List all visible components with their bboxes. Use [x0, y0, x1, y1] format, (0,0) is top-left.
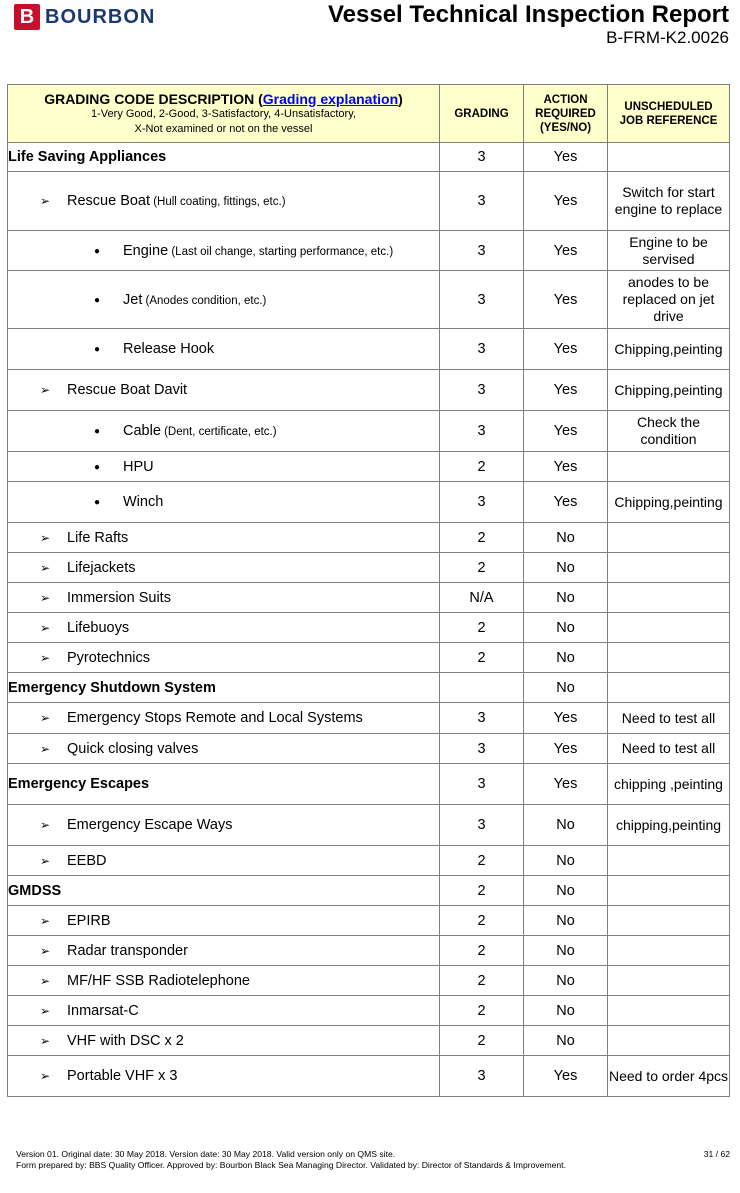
item-name-cell — [8, 523, 440, 553]
grading-code-description-header — [8, 85, 440, 143]
grading-cell: 3 — [440, 143, 524, 172]
job-reference-cell — [608, 1026, 730, 1056]
grading-cell: 2 — [440, 1026, 524, 1056]
item-name-cell — [8, 703, 440, 734]
action-required-cell: No — [524, 996, 608, 1026]
table-row — [8, 906, 730, 936]
item-name: Radar transponder — [67, 942, 188, 959]
item-name: GMDSS — [8, 882, 62, 899]
job-reference-cell — [608, 643, 730, 673]
action-required-cell: No — [524, 553, 608, 583]
action-required-cell: No — [524, 936, 608, 966]
table-row — [8, 876, 730, 906]
item-name: Life Rafts — [67, 529, 129, 546]
item-name-cell — [8, 172, 440, 231]
action-required-cell: No — [524, 673, 608, 703]
grading-cell: 2 — [440, 452, 524, 482]
item-name: Emergency Stops Remote and Local Systems — [67, 710, 363, 726]
grading-explanation-link[interactable]: Grading explanation — [262, 90, 399, 107]
item-name-cell — [8, 613, 440, 643]
arrow-bullet-icon: ➢ — [40, 1069, 51, 1083]
dot-bullet-icon: ● — [94, 344, 101, 355]
arrow-bullet-icon: ➢ — [40, 620, 51, 635]
action-header-line1: ACTION — [543, 93, 588, 106]
table-row — [8, 1056, 730, 1097]
grading-cell — [440, 673, 524, 703]
grading-cell: 3 — [440, 482, 524, 523]
item-name-cell — [8, 846, 440, 876]
page-number: 31 / 62 — [703, 1149, 730, 1159]
job-reference-cell — [608, 613, 730, 643]
job-reference-cell: Chipping,peinting — [608, 482, 730, 523]
table-row — [8, 966, 730, 996]
job-reference-cell: Need to order 4pcs — [608, 1056, 730, 1097]
action-required-column-header — [524, 85, 608, 143]
table-row — [8, 172, 730, 231]
item-name-cell — [8, 876, 440, 906]
grading-cell: 2 — [440, 553, 524, 583]
table-header-row — [8, 85, 730, 143]
arrow-bullet-icon: ➢ — [40, 194, 51, 208]
item-note: (Anodes condition, etc.) — [142, 294, 267, 307]
item-name: HPU — [123, 458, 154, 475]
action-required-cell: Yes — [524, 452, 608, 482]
grading-cell: N/A — [440, 583, 524, 613]
arrow-bullet-icon: ➢ — [40, 973, 51, 988]
item-name-cell — [8, 1056, 440, 1097]
job-reference-cell: anodes to be replaced on jet drive — [608, 271, 730, 329]
job-reference-cell — [608, 452, 730, 482]
table-row — [8, 553, 730, 583]
grading-cell: 2 — [440, 643, 524, 673]
table-row — [8, 370, 730, 411]
item-name: Quick closing valves — [67, 740, 199, 757]
job-reference-cell: Chipping,peinting — [608, 329, 730, 370]
item-name: Lifebuoys — [67, 619, 130, 636]
action-required-cell: Yes — [524, 231, 608, 271]
item-name: EEBD — [67, 852, 107, 869]
action-required-cell: No — [524, 876, 608, 906]
logo-text: BOURBON — [45, 5, 156, 28]
action-required-cell: No — [524, 805, 608, 846]
grading-cell: 3 — [440, 734, 524, 764]
arrow-bullet-icon: ➢ — [40, 1033, 51, 1048]
table-row — [8, 673, 730, 703]
job-reference-cell — [608, 583, 730, 613]
table-row — [8, 764, 730, 805]
item-name-cell — [8, 482, 440, 523]
item-name: Engine — [123, 242, 169, 259]
table-row — [8, 329, 730, 370]
dot-bullet-icon: ● — [94, 426, 101, 437]
table-row — [8, 271, 730, 329]
grading-cell: 3 — [440, 329, 524, 370]
item-note: (Last oil change, starting performance, etc.) — [168, 245, 394, 258]
item-name: Lifejackets — [67, 559, 136, 576]
action-required-cell: Yes — [524, 1056, 608, 1097]
action-required-cell: No — [524, 966, 608, 996]
grading-cell: 2 — [440, 906, 524, 936]
job-reference-cell — [608, 876, 730, 906]
footer-version-line: Version 01. Original date: 30 May 2018. Version date: 30 May 2018. Valid version only on QMS site. — [16, 1149, 396, 1159]
grading-header-label: GRADING — [454, 107, 509, 120]
action-required-cell: Yes — [524, 329, 608, 370]
item-name-cell — [8, 734, 440, 764]
report-code: B-FRM-K2.0026 — [606, 28, 729, 47]
item-name: VHF with DSC x 2 — [67, 1032, 184, 1049]
grading-cell: 2 — [440, 936, 524, 966]
item-name-cell — [8, 764, 440, 805]
item-name: Immersion Suits — [67, 589, 171, 606]
table-body — [8, 143, 730, 1097]
report-title: Vessel Technical Inspection Report — [327, 1, 729, 28]
document-footer — [16, 1149, 566, 1171]
grading-scale-text: 1-Very Good, 2-Good, 3-Satisfactory, 4-Unsatisfactory, — [91, 107, 356, 120]
action-required-cell: Yes — [524, 734, 608, 764]
job-reference-cell — [608, 906, 730, 936]
item-name: Emergency Shutdown System — [8, 679, 216, 696]
job-reference-cell: Check the condition — [608, 411, 730, 452]
job-reference-cell: Engine to be servised — [608, 231, 730, 271]
item-name-cell — [8, 966, 440, 996]
table-row — [8, 583, 730, 613]
item-name: Portable VHF x 3 — [67, 1068, 178, 1084]
job-reference-cell: Need to test all — [608, 734, 730, 764]
action-required-cell: No — [524, 1026, 608, 1056]
arrow-bullet-icon: ➢ — [40, 590, 51, 605]
job-reference-cell: Chipping,peinting — [608, 370, 730, 411]
grading-cell: 2 — [440, 876, 524, 906]
item-name: Release Hook — [123, 341, 215, 357]
table-row — [8, 482, 730, 523]
grading-cell: 2 — [440, 523, 524, 553]
item-note: (Hull coating, fittings, etc.) — [150, 196, 286, 208]
table-row — [8, 643, 730, 673]
item-name-cell — [8, 329, 440, 370]
grading-cell: 3 — [440, 1056, 524, 1097]
arrow-bullet-icon: ➢ — [40, 650, 51, 665]
item-name: Emergency Escape Ways — [67, 817, 233, 833]
job-reference-cell: chipping,peinting — [608, 805, 730, 846]
item-name-cell — [8, 231, 440, 271]
dot-bullet-icon: ● — [94, 245, 101, 257]
grading-cell: 3 — [440, 805, 524, 846]
item-name-cell — [8, 906, 440, 936]
table-row — [8, 523, 730, 553]
item-name-cell — [8, 996, 440, 1026]
job-reference-cell — [608, 523, 730, 553]
grading-not-examined-text: X-Not examined or not on the vessel — [134, 122, 313, 135]
grading-cell: 3 — [440, 271, 524, 329]
arrow-bullet-icon: ➢ — [40, 560, 51, 575]
item-name-cell — [8, 1026, 440, 1056]
item-name: Rescue Boat — [67, 193, 151, 209]
arrow-bullet-icon: ➢ — [40, 943, 51, 958]
footer-approval-line: Form prepared by: BBS Quality Officer. Approved by: Bourbon Black Sea Managing Director. Validated by: Director of Standards & Improvement. — [16, 1160, 566, 1170]
table-row — [8, 846, 730, 876]
job-reference-cell — [608, 143, 730, 172]
desc-title-suffix: ) — [398, 90, 403, 107]
action-required-cell: No — [524, 613, 608, 643]
job-reference-cell: chipping ,peinting — [608, 764, 730, 805]
grading-cell: 3 — [440, 764, 524, 805]
job-reference-cell: Switch for start engine to replace — [608, 172, 730, 231]
item-name-cell — [8, 805, 440, 846]
grading-cell: 2 — [440, 846, 524, 876]
arrow-bullet-icon: ➢ — [40, 530, 51, 545]
job-reference-column-header — [608, 85, 730, 143]
job-reference-cell — [608, 846, 730, 876]
item-name-cell — [8, 936, 440, 966]
job-reference-cell — [608, 996, 730, 1026]
item-name-cell — [8, 143, 440, 172]
arrow-bullet-icon: ➢ — [40, 741, 51, 756]
action-required-cell: No — [524, 906, 608, 936]
action-required-cell: No — [524, 523, 608, 553]
action-required-cell: No — [524, 583, 608, 613]
desc-title-prefix: GRADING CODE DESCRIPTION ( — [44, 90, 263, 107]
table-row — [8, 936, 730, 966]
company-logo — [14, 3, 155, 31]
item-name: Emergency Escapes — [8, 776, 150, 792]
table-row — [8, 1026, 730, 1056]
arrow-bullet-icon: ➢ — [40, 1003, 51, 1018]
grading-cell: 3 — [440, 370, 524, 411]
action-required-cell: Yes — [524, 143, 608, 172]
grading-cell: 2 — [440, 966, 524, 996]
item-name: Rescue Boat Davit — [67, 382, 188, 398]
item-name-cell — [8, 583, 440, 613]
table-row — [8, 996, 730, 1026]
logo-mark — [14, 4, 40, 30]
job-header-line1: UNSCHEDULED — [624, 100, 713, 113]
table-row — [8, 703, 730, 734]
grading-column-header — [440, 85, 524, 143]
item-note: (Dent, certificate, etc.) — [160, 426, 277, 438]
table-row — [8, 231, 730, 271]
item-name-cell — [8, 553, 440, 583]
grading-cell: 3 — [440, 411, 524, 452]
action-header-line3: (YES/NO) — [539, 121, 592, 134]
item-name: Pyrotechnics — [67, 649, 151, 666]
arrow-bullet-icon: ➢ — [40, 853, 51, 868]
action-required-cell: Yes — [524, 172, 608, 231]
action-required-cell: Yes — [524, 411, 608, 452]
action-required-cell: Yes — [524, 703, 608, 734]
action-header-line2: REQUIRED — [535, 107, 596, 120]
item-name-cell — [8, 643, 440, 673]
grading-cell: 2 — [440, 613, 524, 643]
job-header-line2: JOB REFERENCE — [619, 114, 718, 127]
action-required-cell: Yes — [524, 271, 608, 329]
grading-cell: 3 — [440, 703, 524, 734]
action-required-cell: Yes — [524, 370, 608, 411]
item-name: Winch — [123, 494, 164, 510]
job-reference-cell — [608, 553, 730, 583]
table-row — [8, 143, 730, 172]
logo-letter: B — [19, 6, 35, 28]
table-row — [8, 805, 730, 846]
action-required-cell: Yes — [524, 482, 608, 523]
arrow-bullet-icon: ➢ — [40, 711, 51, 725]
dot-bullet-icon: ● — [94, 294, 101, 306]
item-name: Inmarsat-C — [67, 1002, 139, 1019]
item-name-cell — [8, 271, 440, 329]
job-reference-cell — [608, 936, 730, 966]
job-reference-cell — [608, 673, 730, 703]
dot-bullet-icon: ● — [94, 461, 101, 473]
grading-cell: 3 — [440, 172, 524, 231]
item-name: Jet — [123, 291, 143, 308]
table-row — [8, 411, 730, 452]
item-name: Life Saving Appliances — [8, 149, 167, 165]
grading-cell: 3 — [440, 231, 524, 271]
job-reference-cell — [608, 966, 730, 996]
item-name-cell — [8, 452, 440, 482]
item-name: EPIRB — [67, 912, 111, 929]
arrow-bullet-icon: ➢ — [40, 818, 51, 832]
dot-bullet-icon: ● — [94, 497, 101, 508]
grading-cell: 2 — [440, 996, 524, 1026]
item-name: Cable — [123, 423, 161, 439]
job-reference-cell: Need to test all — [608, 703, 730, 734]
table-row — [8, 452, 730, 482]
item-name-cell — [8, 673, 440, 703]
action-required-cell: No — [524, 846, 608, 876]
table-row — [8, 734, 730, 764]
item-name-cell — [8, 370, 440, 411]
inspection-table — [7, 84, 730, 1097]
table-row — [8, 613, 730, 643]
arrow-bullet-icon: ➢ — [40, 383, 51, 397]
arrow-bullet-icon: ➢ — [40, 913, 51, 928]
action-required-cell: No — [524, 643, 608, 673]
item-name-cell — [8, 411, 440, 452]
action-required-cell: Yes — [524, 764, 608, 805]
item-name: MF/HF SSB Radiotelephone — [67, 972, 250, 989]
